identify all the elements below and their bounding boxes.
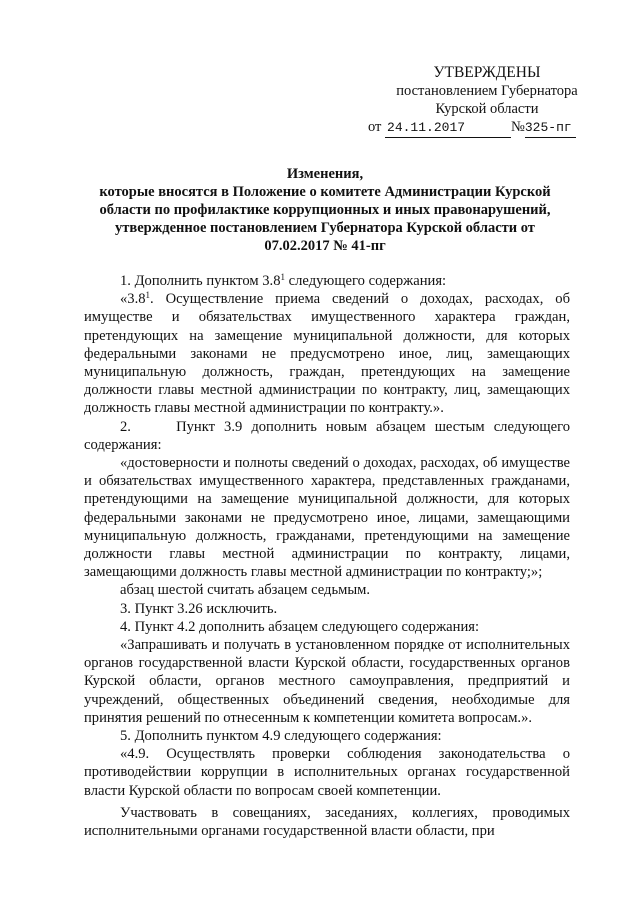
title-line-4: утвержденное постановлением Губернатора Курской области от <box>115 220 535 236</box>
paragraph-1-text-a: 1. Дополнить пунктом 3.8 <box>120 273 281 289</box>
approval-number: 325-пг <box>525 119 576 138</box>
paragraph-8: «Запрашивать и получать в установленном порядке от исполнительных органов государственной власти Курской области, государственных органов Курской области, органов местного самоуправления, предприятий и учреждений, общественных объединений сведения, необходимые для принятия решений по отнесенным к компетенции комитета вопросам.». <box>84 637 570 726</box>
approval-line-2: Курской области <box>435 101 539 117</box>
paragraph-2-text-b: . Осуществление приема сведений о доходах, расходах, об имуществе и обязательствах имущественного характера граждан, претендующих на замещение муниципальной должности, для которых федеральными законами не предусмотрено иное, лиц, замещающих муниципальную должность, граждан, претендующих на замещение должности главы местной администрации по контракту, лиц, замещающих должность главы местной администрации по контракту.». <box>84 291 570 417</box>
paragraph-7: 4. Пункт 4.2 дополнить абзацем следующего содержания: <box>120 618 480 635</box>
paragraph-1 <box>84 272 570 290</box>
paragraph-1-superscript: 1 <box>280 272 285 282</box>
paragraph-6: 3. Пункт 3.26 исключить. <box>120 600 278 617</box>
paragraph-1-text-b: следующего содержания: <box>285 273 447 289</box>
paragraph-2 <box>84 290 570 417</box>
number-prefix: № <box>511 119 525 135</box>
paragraph-3: 2. Пункт 3.9 дополнить новым абзацем шестым следующего содержания: <box>84 418 574 453</box>
paragraph-11: Участвовать в совещаниях, заседаниях, коллегиях, проводимых исполнительными органами государственной власти области, при <box>84 804 570 840</box>
title-line-5: 07.02.2017 № 41-пг <box>264 238 386 254</box>
document-body <box>84 272 574 840</box>
paragraph-2-superscript: 1 <box>145 290 151 301</box>
document-title <box>72 165 578 255</box>
approval-heading: УТВЕРЖДЕНЫ <box>433 64 541 81</box>
paragraph-4: «достоверности и полноты сведений о доходах, расходах, об имуществе и обязательствах имущественного характера, представленных гражданами, претендующими на замещение муниципальной должности, для которых федеральными законами не предусмотрено иное, лицами, замещающими муниципальную должность, гражданами, претендующими на замещение должности главы местной администрации по контракту, лицами, замещающими должность главы местной администрации по контракту;»; <box>84 455 570 581</box>
paragraph-5: абзац шестой считать абзацем седьмым. <box>120 582 371 599</box>
title-line-2: которые вносятся в Положение о комитете Администрации Курской <box>99 184 551 200</box>
paragraph-2-text-a: «3.8 <box>120 291 146 308</box>
approval-date-line <box>368 118 602 138</box>
approval-stamp <box>368 64 602 138</box>
approval-line-1: постановлением Губернатора <box>396 83 578 99</box>
title-line-3: области по профилактике коррупционных и иных правонарушений, <box>99 202 551 218</box>
paragraph-9: 5. Дополнить пунктом 4.9 следующего содержания: <box>120 728 442 745</box>
paragraph-10: «4.9. Осуществлять проверки соблюдения законодательства о противодействии коррупции в исполнительных органах государственной власти Курской области по вопросам своей компетенции. <box>84 746 570 799</box>
approval-date: 24.11.2017 <box>385 119 511 138</box>
title-line-1: Изменения, <box>286 166 364 182</box>
date-prefix: от <box>368 119 382 135</box>
